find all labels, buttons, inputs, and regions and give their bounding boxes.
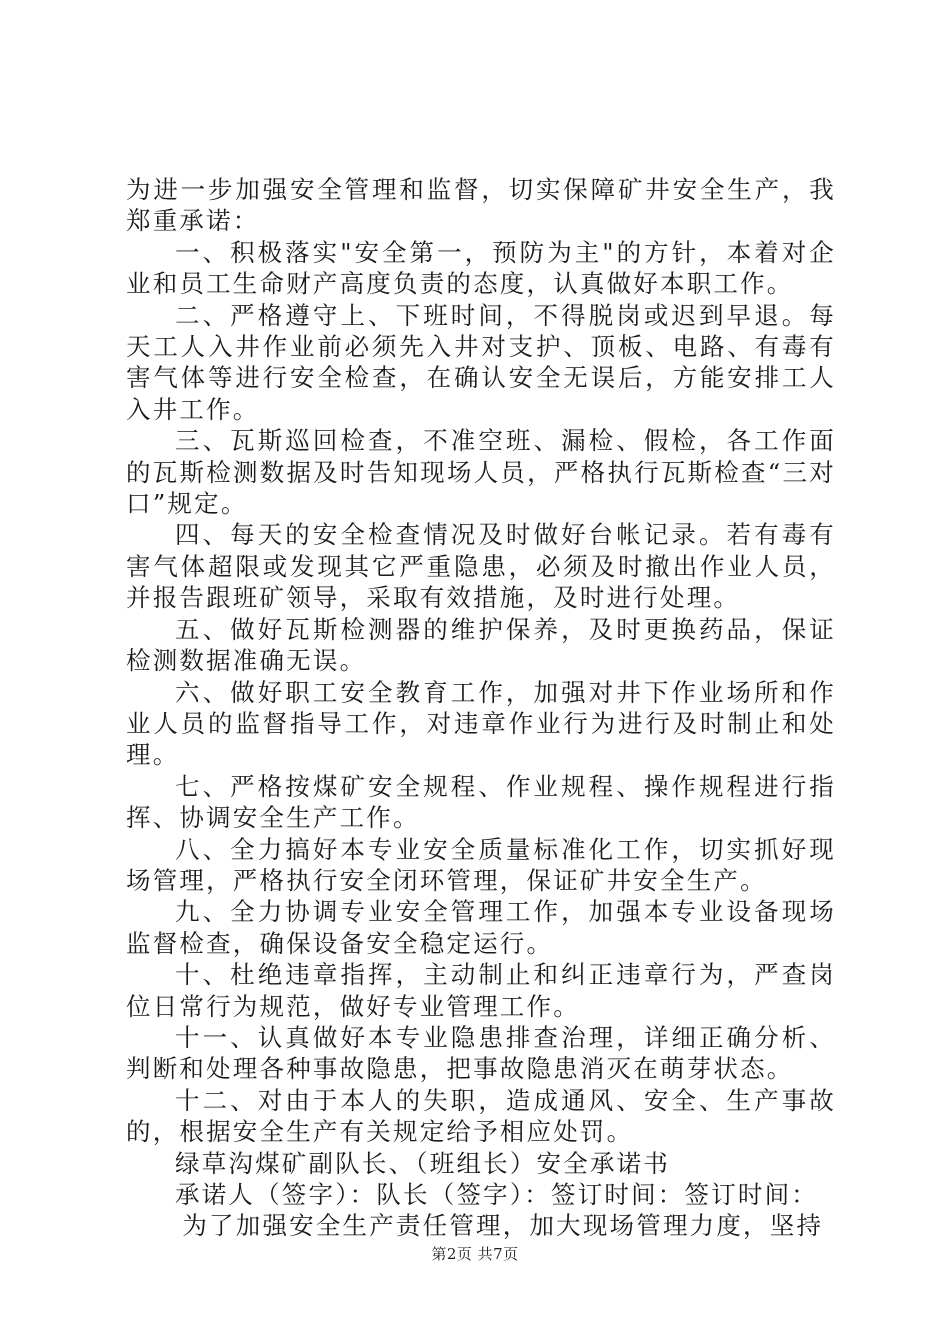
document-body: [126, 174, 836, 1242]
signature-line: 承诺人（签字）：队长（签字）：签订时间：签订时间：: [175, 1180, 818, 1209]
paragraph-intro: 为进一步加强安全管理和监督，切实保障矿井安全生产，我郑重承诺：: [126, 175, 836, 236]
paragraph-item-3: 三、瓦斯巡回检查，不准空班、漏检、假检，各工作面的瓦斯检测数据及时告知现场人员，严格执行瓦斯检查“三对口”规定。: [126, 426, 836, 519]
paragraph-next-section: 为了加强安全生产责任管理，加大现场管理力度，坚持: [182, 1211, 824, 1241]
paragraph-item-8: 八、全力搞好本专业安全质量标准化工作，切实抓好现场管理，严格执行安全闭环管理，保证矿井安全生产。: [126, 834, 836, 895]
section-title: 绿草沟煤矿副队长、（班组长）安全承诺书: [175, 1148, 671, 1178]
paragraph-item-1: 一、积极落实"安全第一，预防为主"的方针，本着对企业和员工生命财产高度负责的态度，认真做好本职工作。: [126, 237, 836, 299]
paragraph-item-11: 十一、认真做好本专业隐患排查治理，详细正确分析、判断和处理各种事故隐患，把事故隐患消灭在萌芽状态。: [126, 1022, 836, 1084]
paragraph-item-4: 四、每天的安全检查情况及时做好台帐记录。若有毒有害气体超限或发现其它严重隐患，必须及时撤出作业人员，并报告跟班矿领导，采取有效措施，及时进行处理。: [126, 520, 836, 613]
paragraph-item-5: 五、做好瓦斯检测器的维护保养，及时更换药品，保证检测数据准确无误。: [126, 614, 836, 676]
paragraph-item-6: 六、做好职工安全教育工作，加强对井下作业场所和作业人员的监督指导工作，对违章作业行为进行及时制止和处理。: [126, 677, 836, 770]
paragraph-item-12: 十二、对由于本人的失职，造成通风、安全、生产事故的，根据安全生产有关规定给予相应处罚。: [126, 1085, 836, 1147]
paragraph-item-9: 九、全力协调专业安全管理工作，加强本专业设备现场监督检查，确保设备安全稳定运行。: [126, 897, 836, 958]
paragraph-item-2: 二、严格遵守上、下班时间，不得脱岗或迟到早退。每天工人入井作业前必须先入井对支护、顶板、电路、有毒有害气体等进行安全检查，在确认安全无误后，方能安排工人入井工作。: [126, 300, 836, 424]
paragraph-item-10: 十、杜绝违章指挥，主动制止和纠正违章行为，严查岗位日常行为规范，做好专业管理工作。: [126, 960, 836, 1021]
paragraph-item-7: 七、严格按煤矿安全规程、作业规程、操作规程进行指挥、协调安全生产工作。: [126, 771, 836, 833]
page-footer: 第2页 共7页: [431, 1245, 519, 1263]
